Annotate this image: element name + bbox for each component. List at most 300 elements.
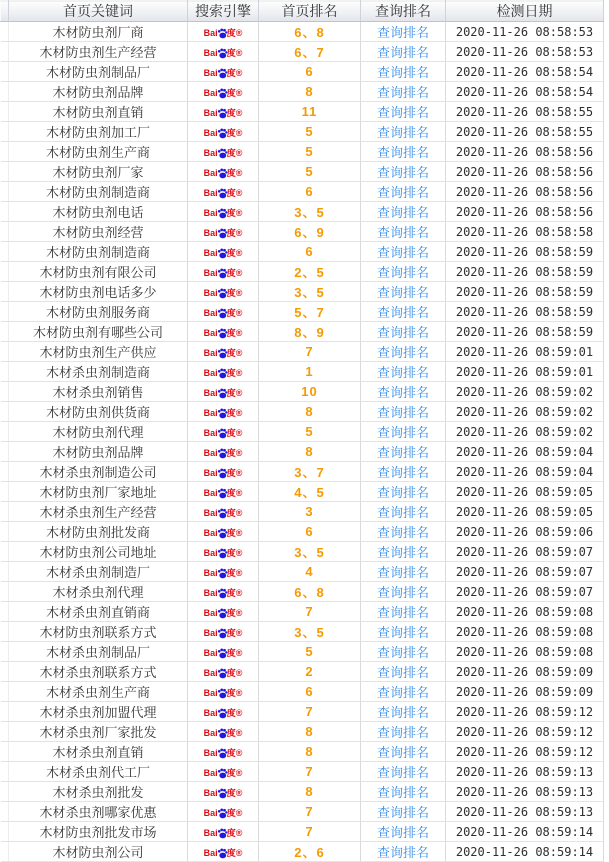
baidu-logo-text-left: Bai <box>203 688 218 698</box>
date-cell: 2020-11-26 08:58:56 <box>446 142 604 162</box>
table-row <box>1 582 604 602</box>
rank-cell: 8、9 <box>259 322 361 342</box>
baidu-logo <box>204 648 243 658</box>
keyword-cell: 木材防虫剂品牌 <box>9 82 188 102</box>
rank-cell: 6、8 <box>259 22 361 42</box>
table-row <box>1 662 604 682</box>
engine-cell <box>188 582 259 602</box>
engine-cell <box>188 42 259 62</box>
engine-cell <box>188 482 259 502</box>
rank-cell: 2 <box>259 662 361 682</box>
baidu-logo-text-left: Bai <box>203 528 218 538</box>
baidu-logo-text-right: 度® <box>226 308 243 318</box>
engine-cell <box>188 22 259 42</box>
baidu-logo-text-right: 度® <box>226 108 243 118</box>
keyword-cell: 木材防虫剂直销 <box>9 102 188 122</box>
table-row <box>1 562 604 582</box>
baidu-logo <box>204 468 243 478</box>
row-lead-spacer <box>1 222 9 242</box>
date-cell: 2020-11-26 08:58:59 <box>446 262 604 282</box>
rank-cell: 3 <box>259 502 361 522</box>
rank-cell: 1 <box>259 362 361 382</box>
row-lead-spacer <box>1 42 9 62</box>
query-rank-link[interactable]: 查询排名 <box>376 305 429 320</box>
rank-cell: 2、6 <box>259 842 361 862</box>
engine-cell <box>188 282 259 302</box>
query-rank-link[interactable]: 查询排名 <box>376 85 429 100</box>
rank-cell: 2、5 <box>259 262 361 282</box>
date-cell: 2020-11-26 08:58:59 <box>446 242 604 262</box>
rank-cell: 7 <box>259 802 361 822</box>
table-row <box>1 422 604 442</box>
query-rank-link[interactable]: 查询排名 <box>376 385 429 400</box>
rank-cell: 6、9 <box>259 222 361 242</box>
rank-cell: 4 <box>259 562 361 582</box>
row-lead-spacer <box>1 162 9 182</box>
rank-cell: 3、7 <box>259 462 361 482</box>
rank-cell: 3、5 <box>259 542 361 562</box>
keyword-cell: 木材防虫剂生产经营 <box>9 42 188 62</box>
row-lead-spacer <box>1 682 9 702</box>
query-rank-link[interactable]: 查询排名 <box>376 345 429 360</box>
engine-cell <box>188 762 259 782</box>
query-rank-link[interactable]: 查询排名 <box>376 105 429 120</box>
row-lead-spacer <box>1 542 9 562</box>
engine-cell <box>188 62 259 82</box>
baidu-logo-text-left: Bai <box>203 608 218 618</box>
baidu-logo-text-right: 度® <box>226 628 243 638</box>
query-rank-link[interactable]: 查询排名 <box>376 245 429 260</box>
date-cell: 2020-11-26 08:58:56 <box>446 162 604 182</box>
baidu-logo-text-left: Bai <box>203 268 218 278</box>
query-rank-link[interactable]: 查询排名 <box>376 825 429 840</box>
baidu-logo <box>204 768 243 778</box>
query-rank-link[interactable]: 查询排名 <box>376 165 429 180</box>
baidu-logo-text-left: Bai <box>203 428 218 438</box>
baidu-logo-text-left: Bai <box>203 288 218 298</box>
baidu-logo <box>204 128 243 138</box>
baidu-logo <box>204 608 243 618</box>
keyword-cell: 木材杀虫剂制造商 <box>9 362 188 382</box>
baidu-logo-text-left: Bai <box>203 108 218 118</box>
baidu-logo-text-right: 度® <box>226 688 243 698</box>
engine-cell <box>188 462 259 482</box>
baidu-logo-text-left: Bai <box>203 368 218 378</box>
rank-cell: 8 <box>259 722 361 742</box>
table-row <box>1 222 604 242</box>
table-header-row <box>1 1 604 22</box>
row-lead-spacer <box>1 562 9 582</box>
engine-cell <box>188 502 259 522</box>
date-cell: 2020-11-26 08:59:13 <box>446 802 604 822</box>
table-row <box>1 362 604 382</box>
date-cell: 2020-11-26 08:59:13 <box>446 762 604 782</box>
table-row <box>1 202 604 222</box>
date-cell: 2020-11-26 08:59:04 <box>446 442 604 462</box>
rank-cell: 7 <box>259 762 361 782</box>
keyword-cell: 木材防虫剂供货商 <box>9 402 188 422</box>
keyword-cell: 木材防虫剂生产商 <box>9 142 188 162</box>
date-cell: 2020-11-26 08:59:09 <box>446 662 604 682</box>
table-row <box>1 842 604 862</box>
engine-cell <box>188 102 259 122</box>
date-cell: 2020-11-26 08:59:12 <box>446 722 604 742</box>
table-row <box>1 642 604 662</box>
rank-cell: 6 <box>259 242 361 262</box>
baidu-logo-text-right: 度® <box>226 668 243 678</box>
baidu-logo-text-right: 度® <box>226 808 243 818</box>
query-rank-link[interactable]: 查询排名 <box>376 725 429 740</box>
baidu-logo-text-left: Bai <box>203 488 218 498</box>
row-lead-spacer <box>1 582 9 602</box>
date-cell: 2020-11-26 08:58:58 <box>446 222 604 242</box>
table-row <box>1 602 604 622</box>
baidu-logo-text-right: 度® <box>226 568 243 578</box>
query-rank-link[interactable]: 查询排名 <box>376 225 429 240</box>
keyword-cell: 木材杀虫剂制造厂 <box>9 562 188 582</box>
baidu-logo <box>204 508 243 518</box>
baidu-logo-text-right: 度® <box>226 708 243 718</box>
query-rank-link[interactable]: 查询排名 <box>376 45 429 60</box>
query-rank-link[interactable]: 查询排名 <box>376 585 429 600</box>
query-rank-link[interactable]: 查询排名 <box>376 745 429 760</box>
row-lead-spacer <box>1 442 9 462</box>
keyword-cell: 木材防虫剂代理 <box>9 422 188 442</box>
row-lead-spacer <box>1 462 9 482</box>
engine-cell <box>188 802 259 822</box>
baidu-logo <box>204 328 243 338</box>
date-cell: 2020-11-26 08:59:02 <box>446 422 604 442</box>
query-rank-link[interactable]: 查询排名 <box>376 65 429 80</box>
query-rank-link[interactable]: 查询排名 <box>376 405 429 420</box>
row-lead-spacer <box>1 62 9 82</box>
baidu-logo-text-right: 度® <box>226 348 243 358</box>
row-lead-spacer <box>1 842 9 862</box>
table-row <box>1 482 604 502</box>
engine-cell <box>188 542 259 562</box>
date-cell: 2020-11-26 08:59:02 <box>446 382 604 402</box>
rank-cell: 5 <box>259 122 361 142</box>
header-lead-spacer <box>1 1 9 22</box>
engine-cell <box>188 562 259 582</box>
query-rank-link[interactable]: 查询排名 <box>376 425 429 440</box>
baidu-logo-text-right: 度® <box>226 28 243 38</box>
engine-cell <box>188 202 259 222</box>
date-cell: 2020-11-26 08:59:14 <box>446 822 604 842</box>
engine-cell <box>188 222 259 242</box>
query-rank-link[interactable]: 查询排名 <box>376 365 429 380</box>
rank-cell: 6 <box>259 182 361 202</box>
keyword-cell: 木材杀虫剂厂家批发 <box>9 722 188 742</box>
baidu-logo <box>204 168 243 178</box>
baidu-logo <box>204 588 243 598</box>
rank-cell: 8 <box>259 782 361 802</box>
keyword-cell: 木材杀虫剂批发 <box>9 782 188 802</box>
query-rank-link[interactable]: 查询排名 <box>376 505 429 520</box>
rank-cell: 8 <box>259 742 361 762</box>
row-lead-spacer <box>1 642 9 662</box>
table-row <box>1 762 604 782</box>
query-rank-link[interactable]: 查询排名 <box>376 285 429 300</box>
row-lead-spacer <box>1 702 9 722</box>
baidu-logo-text-left: Bai <box>203 248 218 258</box>
date-cell: 2020-11-26 08:59:01 <box>446 342 604 362</box>
date-cell: 2020-11-26 08:58:59 <box>446 322 604 342</box>
row-lead-spacer <box>1 742 9 762</box>
table-row <box>1 402 604 422</box>
keyword-cell: 木材杀虫剂生产商 <box>9 682 188 702</box>
date-cell: 2020-11-26 08:58:55 <box>446 122 604 142</box>
keyword-cell: 木材防虫剂有哪些公司 <box>9 322 188 342</box>
baidu-logo <box>204 728 243 738</box>
baidu-logo <box>204 148 243 158</box>
query-rank-link[interactable]: 查询排名 <box>376 845 429 860</box>
baidu-logo <box>204 408 243 418</box>
baidu-logo <box>204 708 243 718</box>
engine-cell <box>188 142 259 162</box>
rank-cell: 5、7 <box>259 302 361 322</box>
query-rank-link[interactable]: 查询排名 <box>376 125 429 140</box>
date-cell: 2020-11-26 08:58:53 <box>446 22 604 42</box>
baidu-logo-text-left: Bai <box>203 348 218 358</box>
rank-cell: 5 <box>259 162 361 182</box>
row-lead-spacer <box>1 122 9 142</box>
date-cell: 2020-11-26 08:59:05 <box>446 502 604 522</box>
baidu-logo <box>204 848 243 858</box>
engine-cell <box>188 722 259 742</box>
query-rank-link[interactable]: 查询排名 <box>376 265 429 280</box>
baidu-logo-text-left: Bai <box>203 328 218 338</box>
row-lead-spacer <box>1 362 9 382</box>
baidu-logo-text-right: 度® <box>226 388 243 398</box>
table-row <box>1 162 604 182</box>
col-header-homepage-rank: 首页排名 <box>259 1 361 22</box>
baidu-logo-text-right: 度® <box>226 468 243 478</box>
baidu-logo-text-left: Bai <box>203 728 218 738</box>
baidu-logo-text-left: Bai <box>203 148 218 158</box>
date-cell: 2020-11-26 08:59:08 <box>446 642 604 662</box>
baidu-logo <box>204 48 243 58</box>
baidu-logo-text-right: 度® <box>226 268 243 278</box>
table-row <box>1 122 604 142</box>
query-rank-link[interactable]: 查询排名 <box>376 325 429 340</box>
baidu-logo-text-right: 度® <box>226 188 243 198</box>
baidu-logo-text-left: Bai <box>203 588 218 598</box>
baidu-logo-text-right: 度® <box>226 368 243 378</box>
engine-cell <box>188 422 259 442</box>
row-lead-spacer <box>1 82 9 102</box>
keyword-cell: 木材防虫剂服务商 <box>9 302 188 322</box>
row-lead-spacer <box>1 522 9 542</box>
baidu-logo-text-right: 度® <box>226 228 243 238</box>
rank-cell: 7 <box>259 822 361 842</box>
rank-cell: 6、8 <box>259 582 361 602</box>
baidu-logo <box>204 788 243 798</box>
row-lead-spacer <box>1 202 9 222</box>
rank-cell: 8 <box>259 402 361 422</box>
date-cell: 2020-11-26 08:59:02 <box>446 402 604 422</box>
baidu-logo-text-right: 度® <box>226 608 243 618</box>
row-lead-spacer <box>1 722 9 742</box>
keyword-cell: 木材防虫剂电话 <box>9 202 188 222</box>
engine-cell <box>188 182 259 202</box>
query-rank-link[interactable]: 查询排名 <box>376 205 429 220</box>
keyword-cell: 木材防虫剂厂家 <box>9 162 188 182</box>
date-cell: 2020-11-26 08:59:12 <box>446 702 604 722</box>
row-lead-spacer <box>1 102 9 122</box>
keyword-cell: 木材杀虫剂联系方式 <box>9 662 188 682</box>
keyword-cell: 木材防虫剂批发市场 <box>9 822 188 842</box>
baidu-logo-text-right: 度® <box>226 248 243 258</box>
baidu-logo <box>204 428 243 438</box>
baidu-logo-text-left: Bai <box>203 28 218 38</box>
table-row <box>1 102 604 122</box>
baidu-logo-text-right: 度® <box>226 828 243 838</box>
keyword-cell: 木材杀虫剂代理 <box>9 582 188 602</box>
baidu-logo-text-left: Bai <box>203 568 218 578</box>
query-rank-link[interactable]: 查询排名 <box>376 485 429 500</box>
keyword-cell: 木材杀虫剂直销 <box>9 742 188 762</box>
table-row <box>1 62 604 82</box>
engine-cell <box>188 402 259 422</box>
query-rank-link[interactable]: 查询排名 <box>376 145 429 160</box>
rank-cell: 3、5 <box>259 282 361 302</box>
engine-cell <box>188 682 259 702</box>
keyword-cell: 木材防虫剂厂家地址 <box>9 482 188 502</box>
engine-cell <box>188 602 259 622</box>
query-rank-link[interactable]: 查询排名 <box>376 185 429 200</box>
row-lead-spacer <box>1 402 9 422</box>
baidu-logo-text-right: 度® <box>226 68 243 78</box>
engine-cell <box>188 442 259 462</box>
baidu-logo <box>204 28 243 38</box>
query-rank-link[interactable]: 查询排名 <box>376 705 429 720</box>
engine-cell <box>188 662 259 682</box>
date-cell: 2020-11-26 08:59:04 <box>446 462 604 482</box>
date-cell: 2020-11-26 08:59:13 <box>446 782 604 802</box>
baidu-logo-text-left: Bai <box>203 448 218 458</box>
date-cell: 2020-11-26 08:58:55 <box>446 102 604 122</box>
engine-cell <box>188 162 259 182</box>
keyword-cell: 木材杀虫剂直销商 <box>9 602 188 622</box>
baidu-logo-text-left: Bai <box>203 168 218 178</box>
keyword-cell: 木材防虫剂加工厂 <box>9 122 188 142</box>
baidu-logo <box>204 248 243 258</box>
query-rank-link[interactable]: 查询排名 <box>376 645 429 660</box>
baidu-logo <box>204 568 243 578</box>
baidu-logo-text-left: Bai <box>203 468 218 478</box>
table-row <box>1 702 604 722</box>
baidu-logo <box>204 188 243 198</box>
keyword-cell: 木材防虫剂生产供应 <box>9 342 188 362</box>
query-rank-link[interactable]: 查询排名 <box>376 565 429 580</box>
rank-cell: 6 <box>259 62 361 82</box>
baidu-logo-text-left: Bai <box>203 808 218 818</box>
baidu-logo <box>204 528 243 538</box>
keyword-cell: 木材防虫剂品牌 <box>9 442 188 462</box>
baidu-logo <box>204 448 243 458</box>
col-header-query-rank: 查询排名 <box>361 1 446 22</box>
query-rank-link[interactable]: 查询排名 <box>376 525 429 540</box>
query-rank-link[interactable]: 查询排名 <box>376 765 429 780</box>
baidu-logo-text-left: Bai <box>203 788 218 798</box>
engine-cell <box>188 622 259 642</box>
query-rank-link[interactable]: 查询排名 <box>376 785 429 800</box>
keyword-cell: 木材杀虫剂哪家优惠 <box>9 802 188 822</box>
baidu-logo <box>204 108 243 118</box>
keyword-cell: 木材杀虫剂加盟代理 <box>9 702 188 722</box>
baidu-logo-text-right: 度® <box>226 588 243 598</box>
query-rank-link[interactable]: 查询排名 <box>376 465 429 480</box>
row-lead-spacer <box>1 782 9 802</box>
baidu-logo-text-right: 度® <box>226 428 243 438</box>
table-row <box>1 302 604 322</box>
keyword-cell: 木材防虫剂公司地址 <box>9 542 188 562</box>
keyword-cell: 木材防虫剂制造商 <box>9 242 188 262</box>
baidu-logo-text-left: Bai <box>203 228 218 238</box>
table-row <box>1 182 604 202</box>
row-lead-spacer <box>1 262 9 282</box>
table-row <box>1 502 604 522</box>
row-lead-spacer <box>1 502 9 522</box>
row-lead-spacer <box>1 602 9 622</box>
date-cell: 2020-11-26 08:59:14 <box>446 842 604 862</box>
query-rank-link[interactable]: 查询排名 <box>376 805 429 820</box>
rank-cell: 6、7 <box>259 42 361 62</box>
query-rank-link[interactable]: 查询排名 <box>376 445 429 460</box>
keyword-cell: 木材防虫剂电话多少 <box>9 282 188 302</box>
row-lead-spacer <box>1 762 9 782</box>
row-lead-spacer <box>1 382 9 402</box>
query-rank-link[interactable]: 查询排名 <box>376 605 429 620</box>
table-row <box>1 722 604 742</box>
table-row <box>1 782 604 802</box>
query-rank-link[interactable]: 查询排名 <box>376 25 429 40</box>
keyword-cell: 木材防虫剂批发商 <box>9 522 188 542</box>
table-row <box>1 282 604 302</box>
date-cell: 2020-11-26 08:59:07 <box>446 562 604 582</box>
baidu-logo-text-right: 度® <box>226 208 243 218</box>
keyword-cell: 木材防虫剂经营 <box>9 222 188 242</box>
rank-cell: 3、5 <box>259 202 361 222</box>
table-row <box>1 822 604 842</box>
baidu-logo-text-right: 度® <box>226 488 243 498</box>
keyword-cell: 木材防虫剂厂商 <box>9 22 188 42</box>
table-row <box>1 442 604 462</box>
query-rank-link[interactable]: 查询排名 <box>376 665 429 680</box>
keyword-cell: 木材杀虫剂制品厂 <box>9 642 188 662</box>
row-lead-spacer <box>1 622 9 642</box>
baidu-logo-text-left: Bai <box>203 828 218 838</box>
baidu-logo-text-right: 度® <box>226 88 243 98</box>
baidu-logo-text-right: 度® <box>226 148 243 158</box>
query-rank-link[interactable]: 查询排名 <box>376 685 429 700</box>
engine-cell <box>188 382 259 402</box>
baidu-logo-text-left: Bai <box>203 128 218 138</box>
baidu-logo <box>204 368 243 378</box>
baidu-logo-text-left: Bai <box>203 408 218 418</box>
engine-cell <box>188 702 259 722</box>
baidu-logo-text-right: 度® <box>226 848 243 858</box>
engine-cell <box>188 262 259 282</box>
baidu-logo-text-left: Bai <box>203 508 218 518</box>
row-lead-spacer <box>1 662 9 682</box>
col-header-keyword: 首页关键词 <box>9 1 188 22</box>
query-rank-link[interactable]: 查询排名 <box>376 625 429 640</box>
baidu-logo-text-right: 度® <box>226 788 243 798</box>
date-cell: 2020-11-26 08:59:08 <box>446 622 604 642</box>
query-rank-link[interactable]: 查询排名 <box>376 545 429 560</box>
